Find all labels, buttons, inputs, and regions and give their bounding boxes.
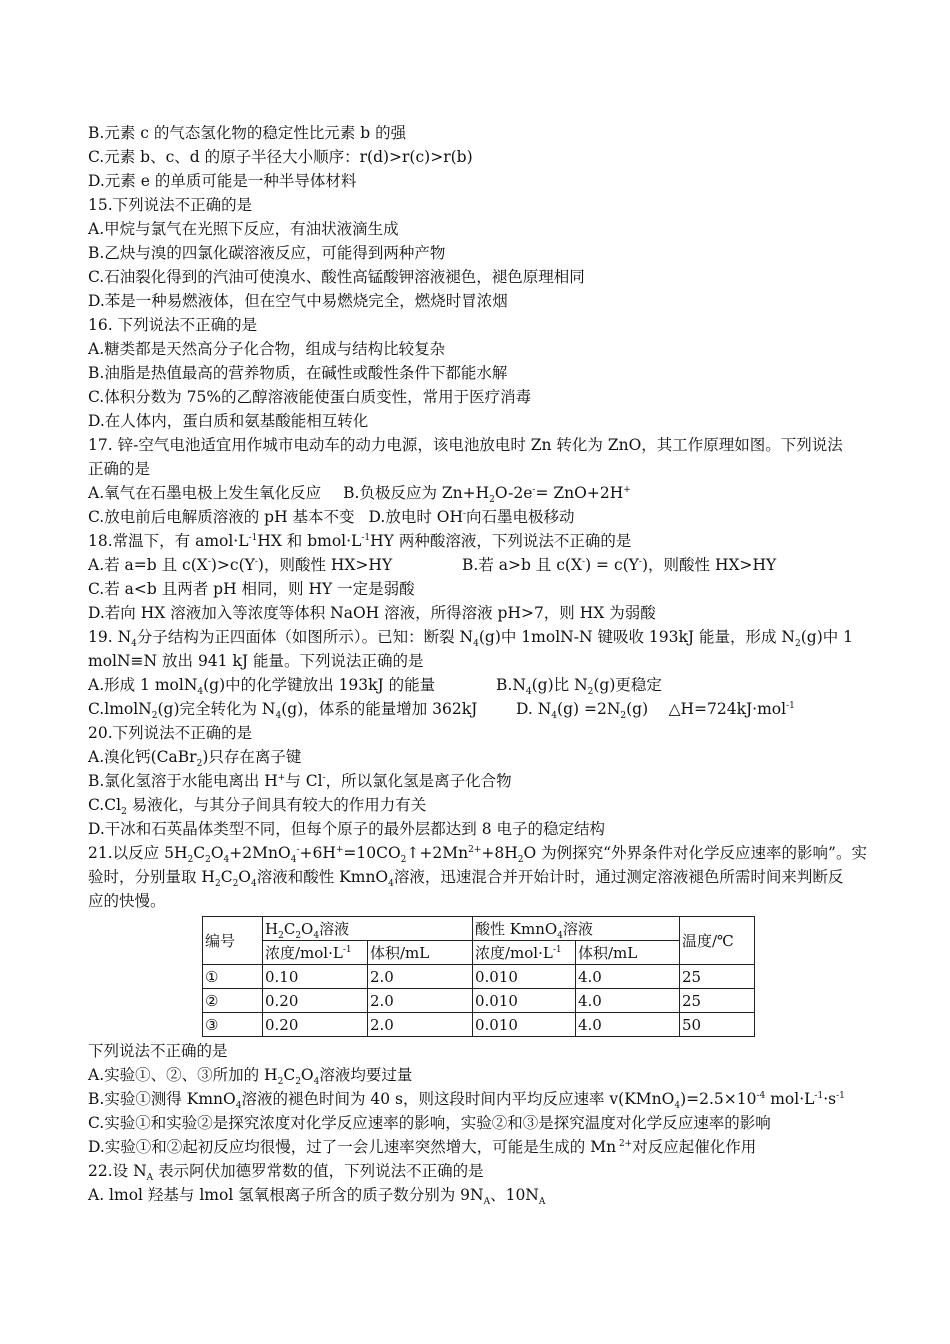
table-cell: 0.20 — [263, 1013, 368, 1037]
table-row — [203, 1013, 755, 1037]
q16-option-a: A.糖类都是天然高分子化合物，组成与结构比较复杂 — [88, 340, 446, 358]
table-cell: ① — [203, 965, 263, 989]
q20-option-d: D.干冰和石英晶体类型不同，但每个原子的最外层都达到 8 电子的稳定结构 — [88, 820, 606, 838]
table-row — [203, 965, 755, 989]
q18-option-c: C.若 a<b 且两者 pH 相同，则 HY 一定是弱酸 — [88, 580, 415, 598]
q19-stem-line1: 19. $N_4$分子结构为正四面体（如图所示）。已知：断裂 $N_4(g)$中 1molN-N 键吸收 193kJ 能量，形成 $N_2(g)$中 1 — [88, 628, 854, 650]
table-cell: 0.20 — [263, 989, 368, 1013]
table-cell: 25 — [680, 965, 755, 989]
header-id: 编号 — [203, 917, 263, 965]
q21-option-a: A.实验①、②、③所加的 $H_2C_2O_4$溶液均要过量 — [88, 1066, 413, 1088]
header-oxalic-acid: $H_2C_2O_4$溶液 — [263, 917, 473, 941]
q18-option-a: A.若 a=b 且 c(X-)>c(Y-)，则酸性 HX>HY — [88, 556, 393, 574]
q19-option-c: C.lmolN$_2$(g)完全转化为 $N_4(g)$，体系的能量增加 362kJ — [88, 700, 478, 722]
q14-option-c: C.元素 b、c、d 的原子半径大小顺序：r(d)>r(c)>r(b) — [88, 148, 473, 166]
q17-option-c: C.放电前后电解质溶液的 pH 基本不变 — [88, 508, 355, 526]
q19-stem-line2: molN≡N 放出 941 kJ 能量。下列说法正确的是 — [88, 652, 424, 670]
q15-option-b: B.乙炔与溴的四氯化碳溶液反应，可能得到两种产物 — [88, 244, 446, 262]
q20-option-a: A.溴化钙(CaBr$_2$)只存在离子键 — [88, 748, 302, 770]
q21-option-b: B.实验①测得 KmnO$_4$溶液的褪色时间为 40 s，则这段时间内平均反应速率 $v(KMnO_4)=2.5\times 10^{-4}$ $mol\cdot L^{-1}\cdot s^{-1}$ — [88, 1090, 845, 1112]
q21-option-c: C.实验①和实验②是探究浓度对化学反应速率的影响，实验②和③是探究温度对化学反应速率的影响 — [88, 1114, 771, 1132]
q17-stem-line2: 正确的是 — [88, 460, 151, 478]
q18-options-ab — [88, 553, 878, 577]
table-cell: 25 — [680, 989, 755, 1013]
q21-stem-line1: 21.以反应 $5H_2C_2O_4+2MnO_4^-+6H^+=10CO_2↑+2Mn^{2+}+8H_2O$ 为例探究“外界条件对化学反应速率的影响”。实 — [88, 844, 867, 866]
exam-page — [88, 121, 878, 1207]
table-subheader-row — [203, 941, 755, 965]
header-kmno4: 酸性 KmnO$_4$溶液 — [473, 917, 680, 941]
q20-option-b: B.氯化氢溶于水能电离出 H+与 Cl-，所以氯化氢是离子化合物 — [88, 772, 512, 790]
subheader-volume: 体积/mL — [368, 941, 473, 965]
q22-option-a: A. lmol 羟基与 lmol 氢氧根离子所含的质子数分别为 $9N_A$、$10N_A$ — [88, 1186, 546, 1208]
q17-options-ab — [88, 481, 878, 505]
table-cell: 50 — [680, 1013, 755, 1037]
table-cell: 2.0 — [368, 965, 473, 989]
q18-option-d: D.若向 HX 溶液加入等浓度等体积 NaOH 溶液，所得溶液 pH>7，则 HX 为弱酸 — [88, 604, 656, 622]
q19-options-ab — [88, 673, 878, 697]
q21-stem-line2: 验时，分别量取 $H_2C_2O_4$溶液和酸性 KmnO$_4$溶液，迅速混合并开始计时，通过测定溶液褪色所需时间来判断反 — [88, 868, 844, 890]
q20-option-c: $C.Cl_2$ 易液化，与其分子间具有较大的作用力有关 — [88, 796, 427, 818]
table-cell: 2.0 — [368, 1013, 473, 1037]
q21-stem-line3: 应的快慢。 — [88, 892, 166, 910]
q21-question-prompt: 下列说法不正确的是 — [88, 1042, 228, 1060]
q19-option-d: D. $N_4(g) =2N_2(g)$ △H=724kJ·mol$^{-1}$ — [516, 700, 795, 722]
table-cell: ③ — [203, 1013, 263, 1037]
table-cell: 0.010 — [473, 965, 576, 989]
table-cell: 2.0 — [368, 989, 473, 1013]
q20-stem: 20.下列说法不正确的是 — [88, 724, 253, 742]
experiment-table — [202, 916, 755, 1037]
q15-option-c: C.石油裂化得到的汽油可使溴水、酸性高锰酸钾溶液褪色，褪色原理相同 — [88, 268, 585, 286]
q15-stem: 15.下列说法不正确的是 — [88, 196, 253, 214]
q19-option-b: $B.N_4(g)$比 $N_2(g)$更稳定 — [496, 676, 662, 698]
q16-option-b: B.油脂是热值最高的营养物质，在碱性或酸性条件下都能水解 — [88, 364, 508, 382]
q17-option-d: D.放电时 OH-向石墨电极移动 — [368, 508, 575, 526]
table-cell: 4.0 — [576, 989, 680, 1013]
table-cell: ② — [203, 989, 263, 1013]
q17-option-a: A.氧气在石墨电极上发生氧化反应 — [88, 484, 322, 502]
q14-option-d: D.元素 e 的单质可能是一种半导体材料 — [88, 172, 357, 190]
q18-stem: 18.常温下，有 $amol\cdot L^{-1}HX$ 和 $bmol\cdot L^{-1}HY$ 两种酸溶液，下列说法不正确的是 — [88, 532, 632, 550]
table-cell: 4.0 — [576, 1013, 680, 1037]
table-cell: 0.10 — [263, 965, 368, 989]
q19-option-a: A.形成 1 molN$_4$(g)中的化学键放出 193kJ 的能量 — [88, 676, 436, 698]
table-cell: 0.010 — [473, 1013, 576, 1037]
q15-option-d: D.苯是一种易燃液体，但在空气中易燃烧完全，燃烧时冒浓烟 — [88, 292, 508, 310]
table-header-row — [203, 917, 755, 941]
subheader-concentration: 浓度$/mol\cdot L^{-1}$ — [473, 941, 576, 965]
q21-option-d: D.实验①和②起初反应均很慢，过了一会儿速率突然增大，可能是生成的 Mn $^{2+}$对反应起催化作用 — [88, 1138, 757, 1156]
q22-stem: 22.设 $N_A$ 表示阿伏加德罗常数的值，下列说法不正确的是 — [88, 1162, 484, 1184]
q19-options-cd — [88, 697, 878, 721]
q14-option-b: B.元素 c 的气态氢化物的稳定性比元素 b 的强 — [88, 124, 407, 142]
q17-stem-line1: 17. 锌-空气电池适宜用作城市电动车的动力电源，该电池放电时 Zn 转化为 ZnO，其工作原理如图。下列说法 — [88, 436, 843, 454]
q16-option-c: C.体积分数为 75%的乙醇溶液能使蛋白质变性，常用于医疗消毒 — [88, 388, 532, 406]
table-cell: 0.010 — [473, 989, 576, 1013]
q17-option-b: B.负极反应为 $Zn+H_2O-2e^-= ZnO+2H^+$ — [343, 484, 631, 506]
header-temperature: 温度/℃ — [680, 917, 755, 965]
table-cell: 4.0 — [576, 965, 680, 989]
q17-options-cd — [88, 505, 878, 529]
subheader-volume: 体积/mL — [576, 941, 680, 965]
q16-option-d: D.在人体内，蛋白质和氨基酸能相互转化 — [88, 412, 369, 430]
table-row — [203, 989, 755, 1013]
q15-option-a: A.甲烷与氯气在光照下反应，有油状液滴生成 — [88, 220, 399, 238]
q16-stem: 16. 下列说法不正确的是 — [88, 316, 258, 334]
subheader-concentration: 浓度$/mol\cdot L^{-1}$ — [263, 941, 368, 965]
q18-option-b: B.若 a>b 且 c(X-) = c(Y-)，则酸性 HX>HY — [462, 556, 777, 574]
